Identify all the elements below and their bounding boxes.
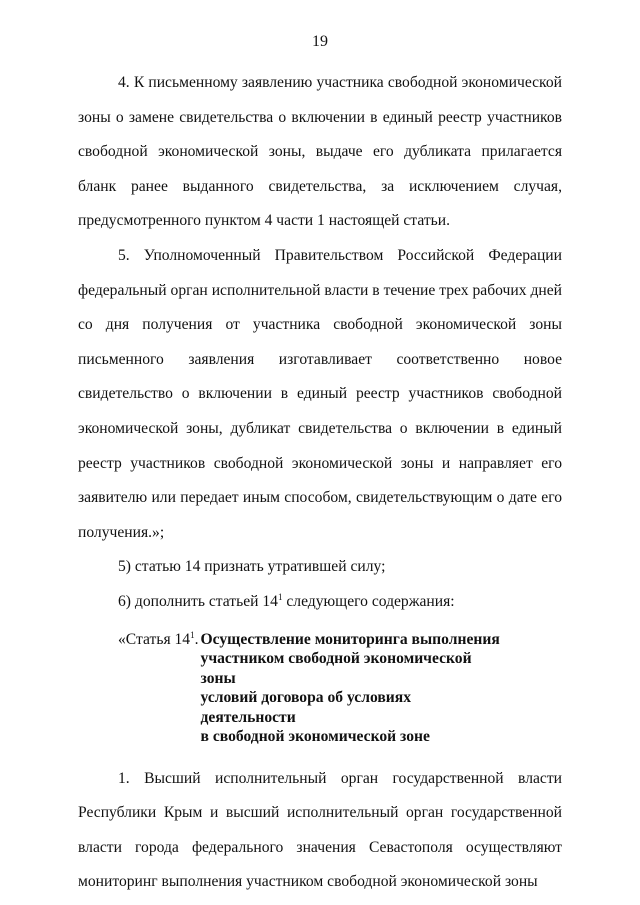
article-prefix bbox=[118, 630, 199, 747]
item-6-text-end: следующего содержания: bbox=[282, 592, 455, 610]
article-heading-line: в свободной экономической зоне bbox=[200, 728, 430, 745]
item-6-text: 6) дополнить статьей 14 bbox=[118, 592, 278, 610]
article-heading-line: условий договора об условиях деятельности bbox=[200, 689, 411, 726]
item-5: 5) статью 14 признать утратившей силу; bbox=[118, 558, 386, 576]
article-label: «Статья 14 bbox=[118, 630, 191, 648]
document-body bbox=[78, 66, 562, 900]
item-6 bbox=[78, 585, 562, 620]
article-heading-line: Осуществление мониторинга выполнения bbox=[200, 630, 500, 648]
paragraph-5: 5. Уполномоченный Правительством Российской Федерации федеральный орган исполнительной власти в течение трех рабочих дней со дня получения от участника свободной экономической зоны письменного заявления изготавливает соответственно новое свидетельство о включении в единый реестр участников свободной экономической зоны, дубликат свидетельства о включении в единый реестр участников свободной экономической зоны и направляет его заявителю или передает иным способом, свидетельствующим о дате его получения.»; bbox=[78, 246, 562, 541]
page-number: 19 bbox=[312, 33, 328, 50]
item-6-superscript: 1 bbox=[277, 591, 283, 602]
article-heading bbox=[201, 630, 501, 747]
article-header bbox=[118, 630, 562, 747]
article-heading-line: участником свободной экономической зоны bbox=[200, 650, 472, 687]
article-dot: . bbox=[194, 630, 199, 648]
paragraph-4: 4. К письменному заявлению участника свободной экономической зоны о замене свидетельства о включении в единый реестр участников свободной экономической зоны, выдаче его дубликата прилагается бланк ранее выданного свидетельства, за исключением случая, предусмотренного пунктом 4 части 1 настоящей статьи. bbox=[78, 74, 562, 230]
article-paragraph-1: 1. Высший исполнительный орган государственной власти Республики Крым и высший исполнительный орган государственной власти города федерального значения Севастополя осуществляют мониторинг выполнения участником свободной экономической зоны bbox=[78, 769, 562, 891]
article-superscript: 1 bbox=[190, 629, 195, 640]
